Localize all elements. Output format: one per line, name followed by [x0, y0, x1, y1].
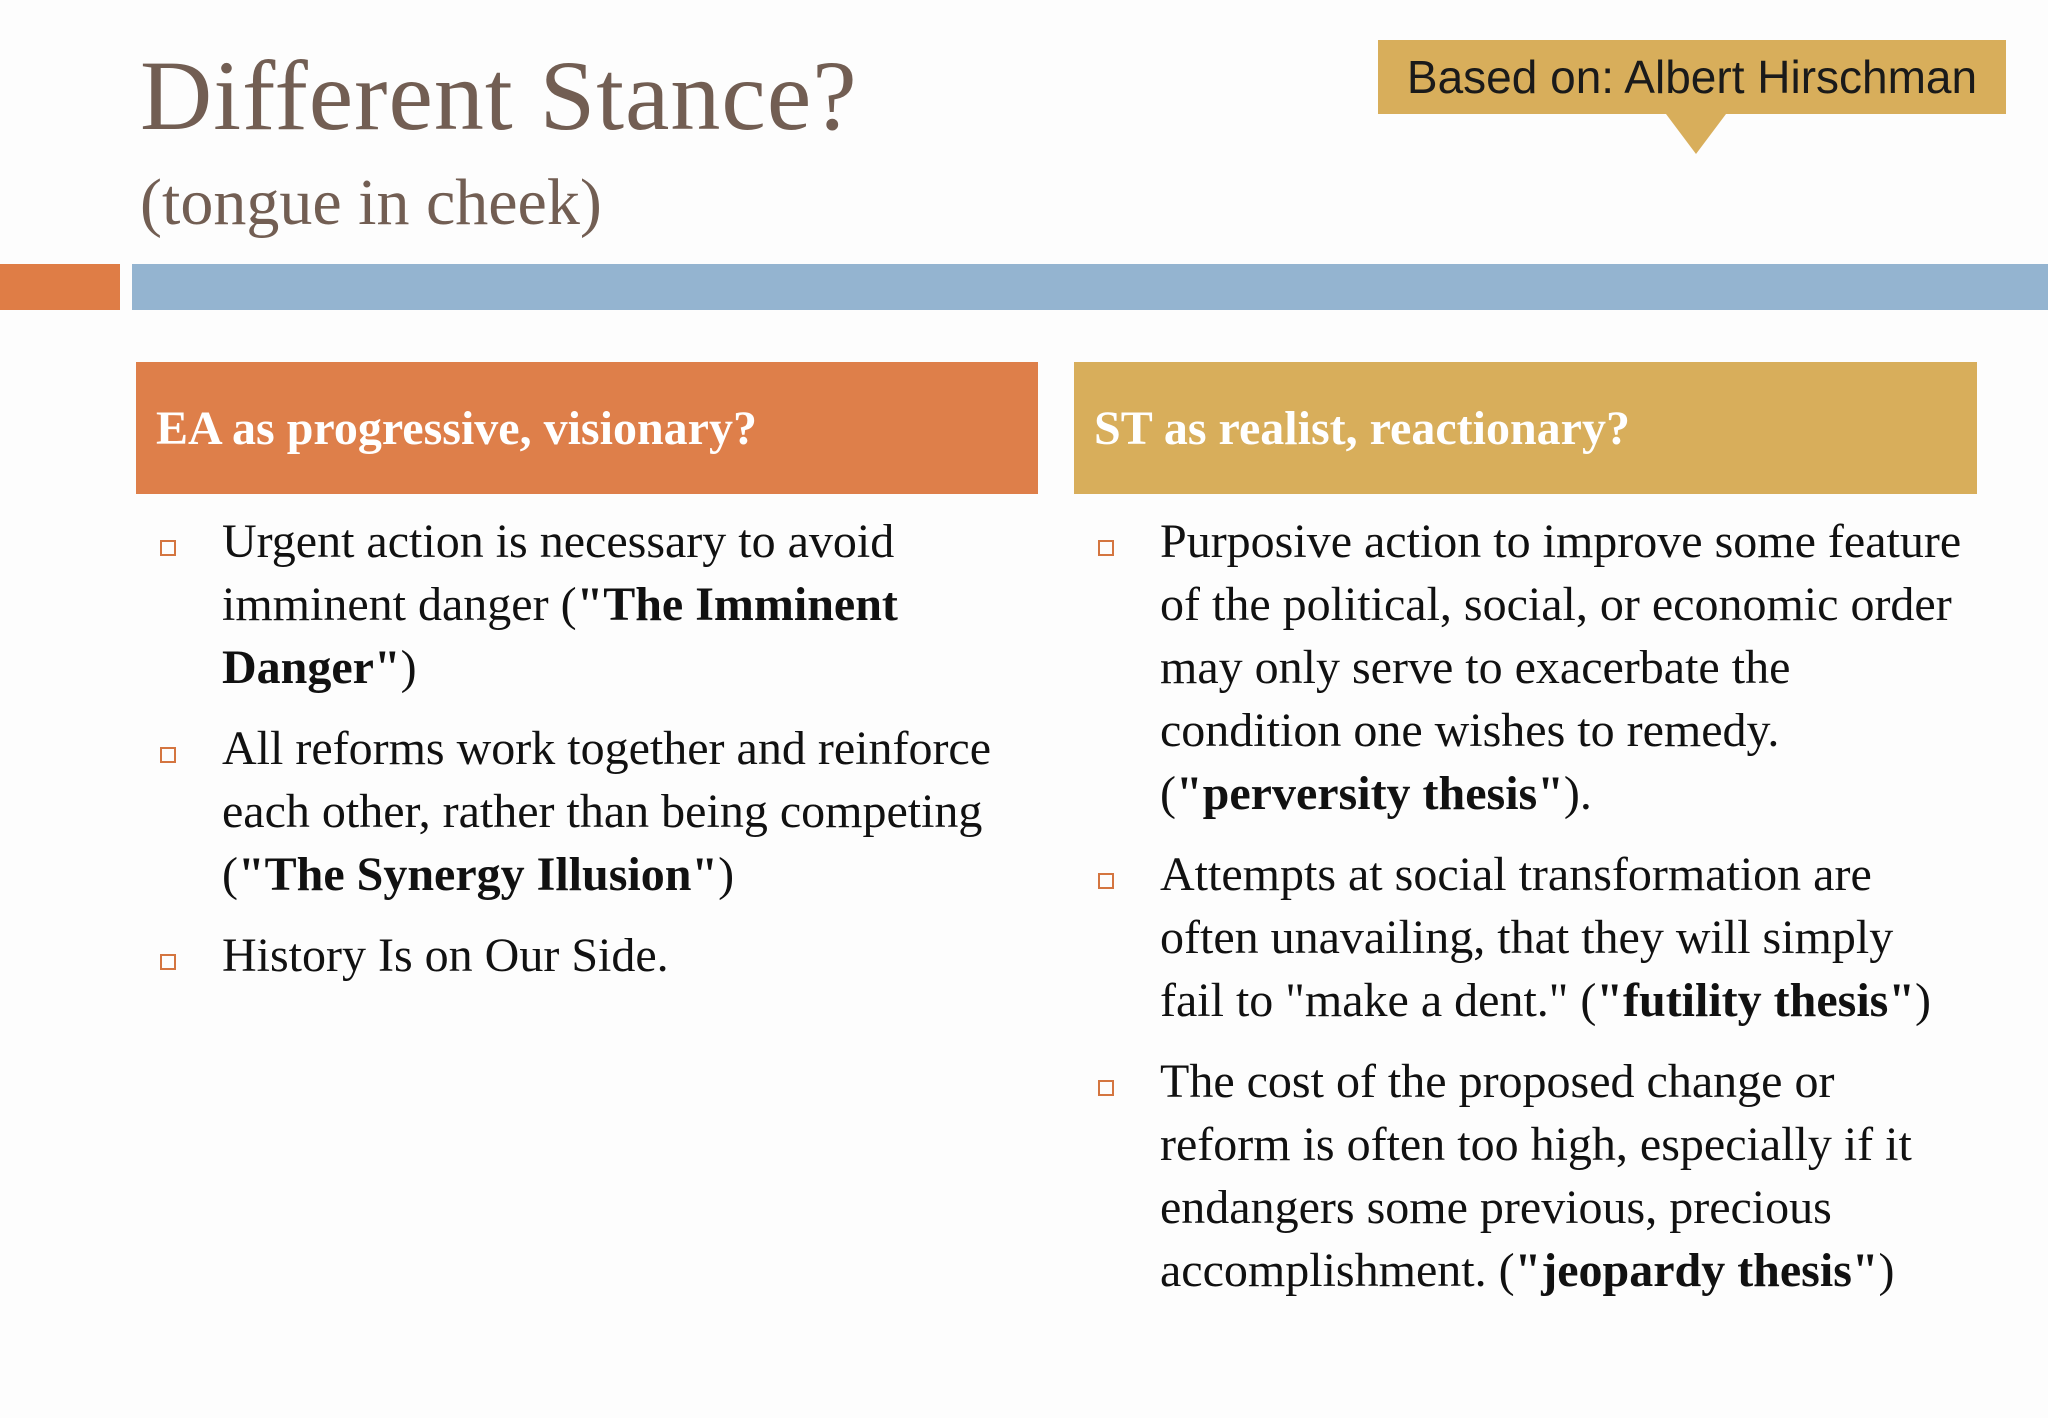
square-bullet-icon [1098, 1080, 1114, 1096]
left-bullet-list [150, 510, 1030, 1005]
list-item: The cost of the proposed change or reform is often too high, especially if it endangers some previous, precious accomplishment. ("jeopardy thesis") [1088, 1050, 1968, 1302]
accent-bar-blue [132, 264, 2048, 310]
square-bullet-icon [160, 540, 176, 556]
square-bullet-icon [160, 747, 176, 763]
square-bullet-icon [160, 954, 176, 970]
slide-subtitle: (tongue in cheek) [140, 166, 602, 239]
slide-title: Different Stance? [140, 40, 858, 151]
callout-text: Based on: Albert Hirschman [1406, 51, 1978, 103]
list-item: Urgent action is necessary to avoid imminent danger ("The Imminent Danger") [150, 510, 1030, 699]
list-item: History Is on Our Side. [150, 924, 1030, 987]
list-item: Purposive action to improve some feature of the political, social, or economic order may only serve to exacerbate the condition one wishes to remedy. ("perversity thesis"). [1088, 510, 1968, 825]
square-bullet-icon [1098, 873, 1114, 889]
accent-bar-orange [0, 264, 120, 310]
down-arrow-icon [1666, 114, 1726, 154]
right-column-header: ST as realist, reactionary? [1074, 362, 1977, 494]
left-column-header: EA as progressive, visionary? [136, 362, 1038, 494]
list-item: Attempts at social transformation are often unavailing, that they will simply fail to "make a dent." ("futility thesis") [1088, 843, 1968, 1032]
square-bullet-icon [1098, 540, 1114, 556]
list-item: All reforms work together and reinforce each other, rather than being competing ("The Synergy Illusion") [150, 717, 1030, 906]
source-callout [1378, 40, 2006, 114]
right-bullet-list [1088, 510, 1968, 1320]
